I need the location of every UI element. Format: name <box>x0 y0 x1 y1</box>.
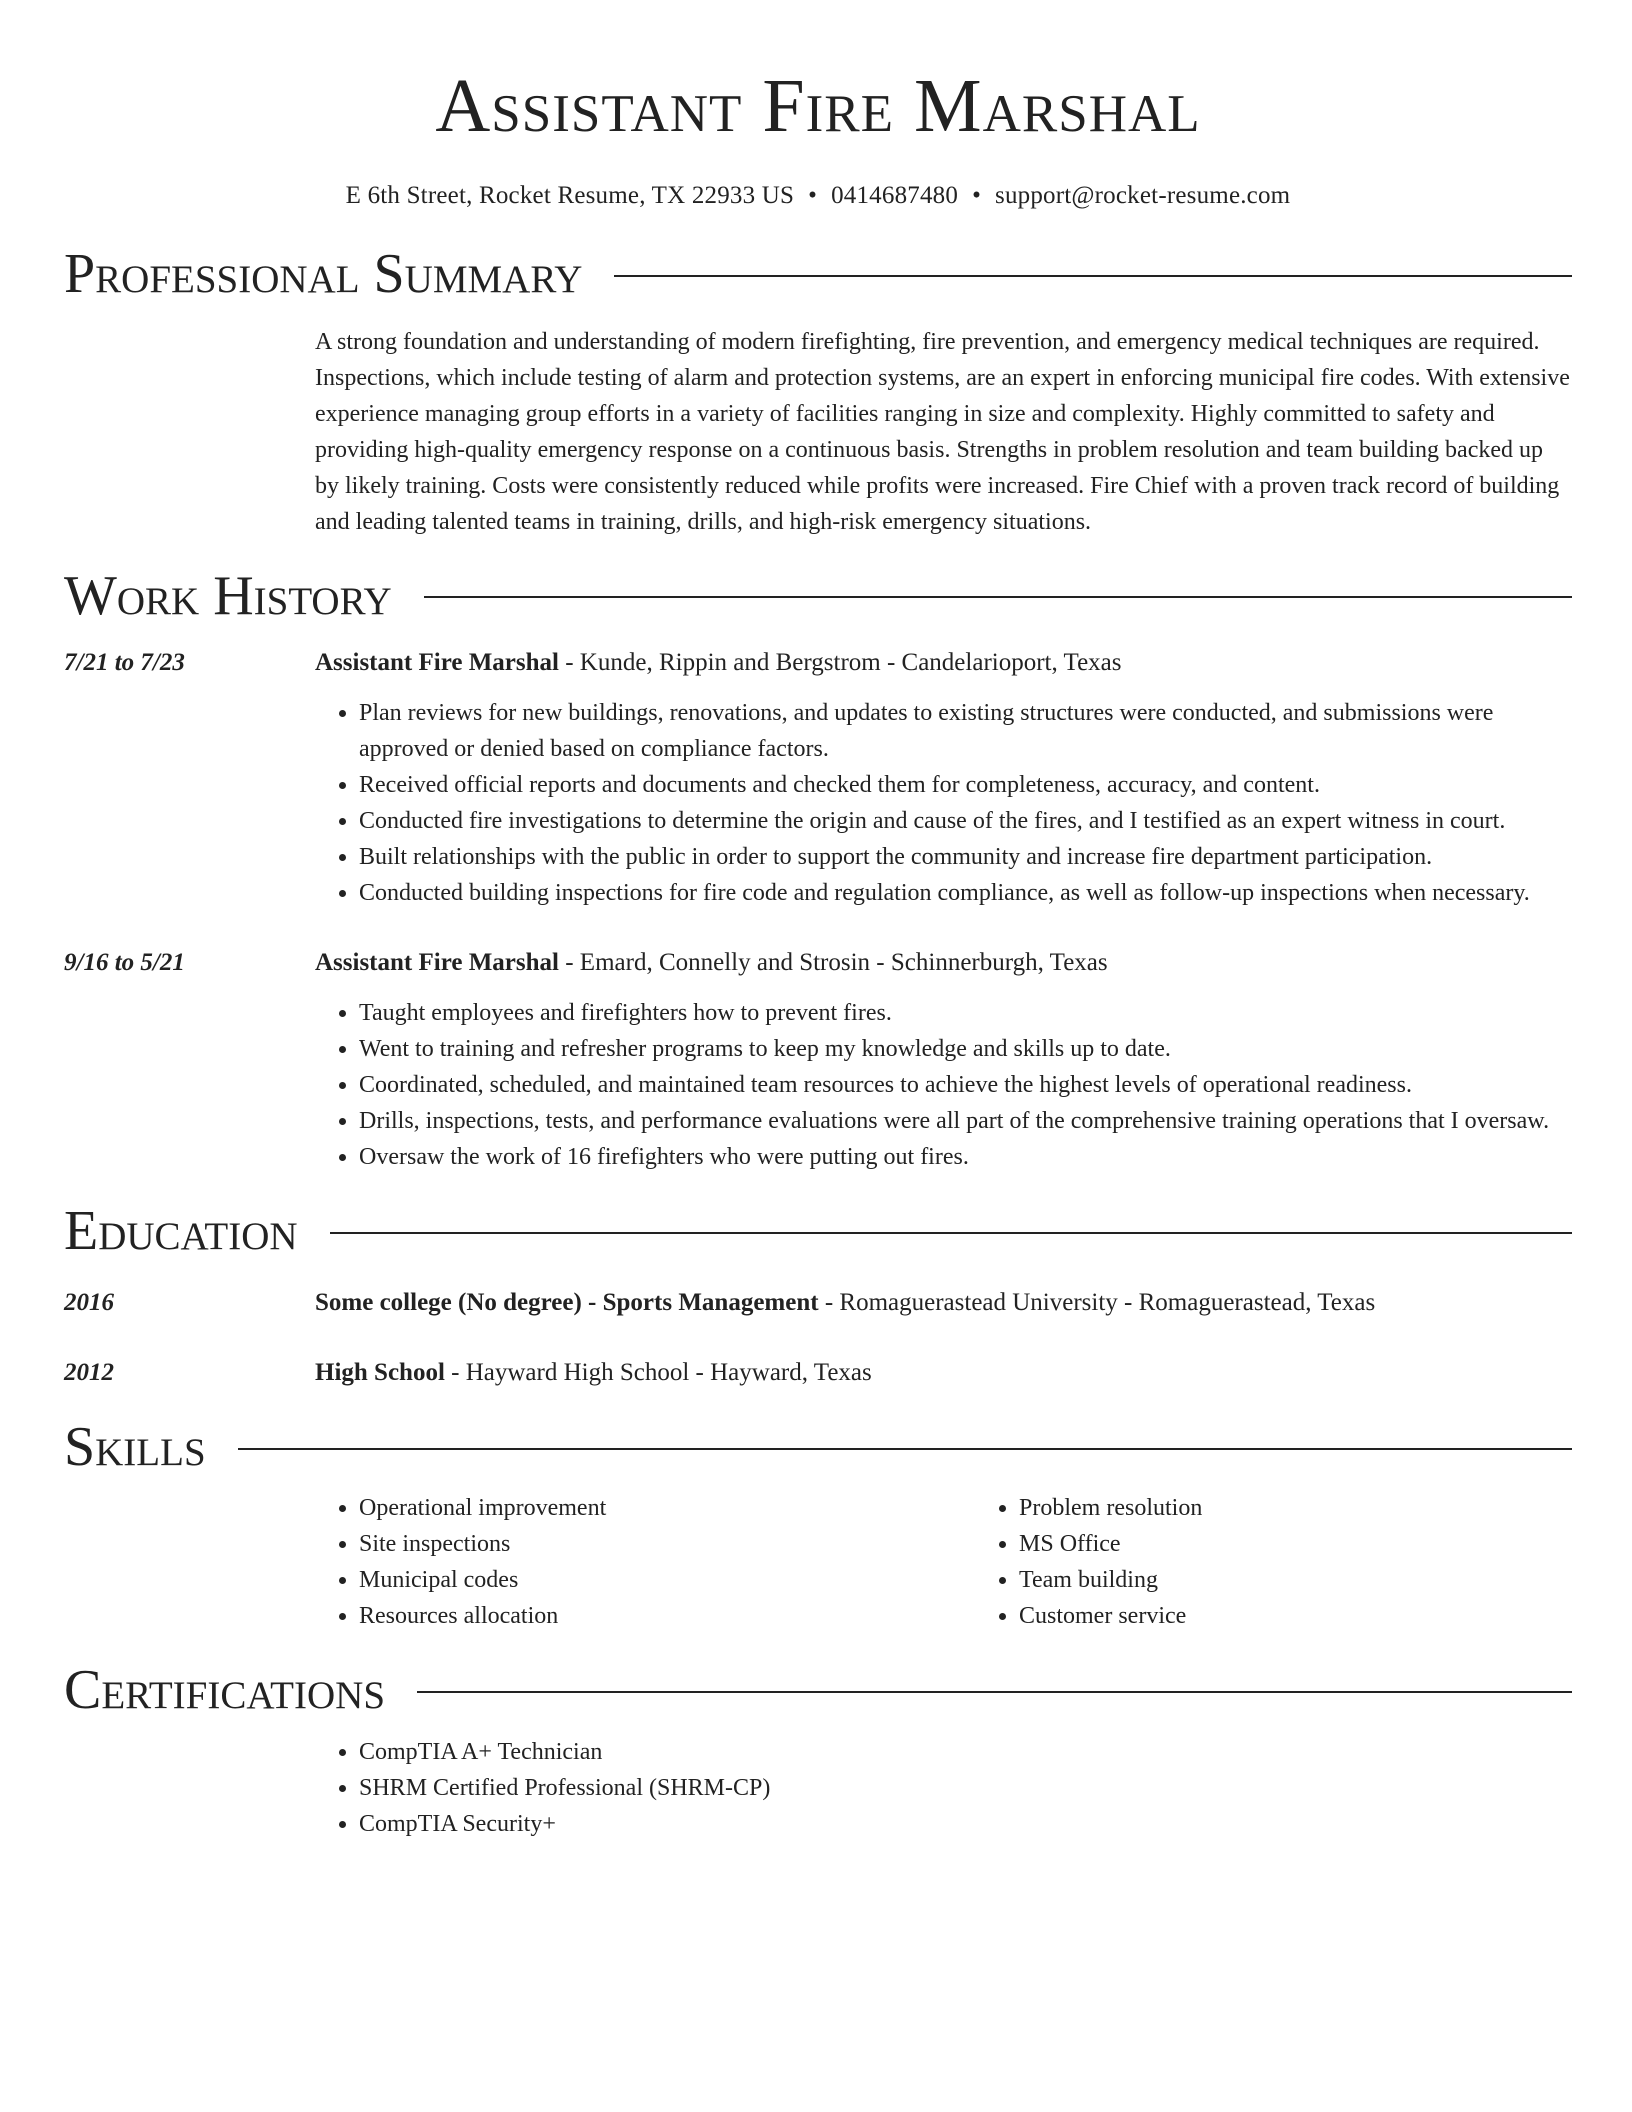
summary-text: A strong foundation and understanding of modern firefighting, fire prevention, and emergency medical techniques are required. Inspections, which include testing of alarm and protection systems, are an expert in enforcing municipal fire codes. With extensive experience managing group efforts in a variety of facilities ranging in size and complexity. Highly committed to safety and providing high-quality emergency response on a continuous basis. Strengths in problem resolution and team building backed up by likely training. Costs were consistently reduced while profits were increased. Fire Chief with a proven track record of building and leading talented teams in training, drills, and high-risk emergency situations. <box>315 328 1570 535</box>
education-details: - Hayward High School - Hayward, Texas <box>444 1358 872 1386</box>
education-heading: Education <box>64 1200 298 1263</box>
contact-phone: 0414687480 <box>831 182 959 209</box>
job-details: - Kunde, Rippin and Bergstrom - Candelarioport, Texas <box>558 649 1122 677</box>
job-entry <box>64 645 1572 911</box>
education-entry <box>64 1285 1572 1321</box>
education-year: 2016 <box>64 1288 114 1316</box>
summary-heading: Professional Summary <box>64 243 583 305</box>
list-item: • Site inspections <box>359 1526 975 1562</box>
list-item: • Received official reports and documents and checked them for completeness, accuracy, and content. <box>359 767 1572 803</box>
certifications-list <box>315 1734 1572 1842</box>
section-divider <box>614 275 1572 277</box>
skills-left-spacer <box>64 1478 315 1634</box>
section-divider <box>238 1448 1572 1450</box>
job-details: - Emard, Connelly and Strosin - Schinnerburgh, Texas <box>558 949 1108 977</box>
certifications-row <box>64 1722 1572 1842</box>
job-header <box>315 645 1572 681</box>
job-entry <box>64 945 1572 1175</box>
list-item: • CompTIA Security+ <box>359 1806 1572 1842</box>
skills-row <box>64 1478 1572 1634</box>
contact-address: E 6th Street, Rocket Resume, TX 22933 US <box>345 182 795 209</box>
list-item: • Conducted fire investigations to determine the origin and cause of the fires, and I testified as an expert witness in court. <box>359 803 1572 839</box>
skills-heading: Skills <box>64 1415 206 1478</box>
list-item: • Resources allocation <box>359 1598 975 1634</box>
list-item: • MS Office <box>1019 1526 1202 1562</box>
job-dates: 7/21 to 7/23 <box>64 649 185 677</box>
list-item: • Team building <box>1019 1562 1202 1598</box>
skills-section-header <box>64 1417 1572 1479</box>
work-heading: Work History <box>64 564 392 627</box>
certifications-heading: Certifications <box>64 1659 386 1722</box>
list-item: • Problem resolution <box>1019 1490 1202 1526</box>
list-item: • Plan reviews for new buildings, renovations, and updates to existing structures were conducted, and submissions were approved or denied based on compliance factors. <box>359 695 1572 767</box>
job-header <box>315 945 1572 981</box>
section-divider <box>424 596 1572 598</box>
contact-separator: • <box>808 182 818 209</box>
section-divider <box>330 1232 1572 1234</box>
contact-line <box>64 182 1572 210</box>
resume-title: Assistant Fire Marshal <box>435 64 1201 148</box>
education-degree: High School <box>315 1358 445 1386</box>
list-item: • CompTIA A+ Technician <box>359 1734 1572 1770</box>
list-item: • Went to training and refresher programs to keep my knowledge and skills up to date. <box>359 1031 1572 1067</box>
skills-grid <box>315 1478 1572 1634</box>
list-item: • Coordinated, scheduled, and maintained team resources to achieve the highest levels of operational readiness. <box>359 1067 1572 1103</box>
list-item: • SHRM Certified Professional (SHRM-CP) <box>359 1770 1572 1806</box>
list-item: • Conducted building inspections for fire code and regulation compliance, as well as follow-up inspections when necessary. <box>359 875 1572 911</box>
list-item: • Municipal codes <box>359 1562 975 1598</box>
contact-email: support@rocket-resume.com <box>995 182 1291 209</box>
skills-list-left <box>315 1490 975 1634</box>
contact-separator: • <box>972 182 982 209</box>
job-dates: 9/16 to 5/21 <box>64 949 185 977</box>
certifications-left-spacer <box>64 1722 315 1842</box>
list-item: • Built relationships with the public in order to support the community and increase fire department participation. <box>359 839 1572 875</box>
summary-row <box>64 324 1572 540</box>
education-section-header <box>64 1201 1572 1263</box>
skills-list-right <box>975 1490 1202 1634</box>
summary-left-spacer <box>64 324 315 540</box>
certifications-section-header <box>64 1660 1572 1722</box>
education-degree: Some college (No degree) - Sports Management <box>315 1288 819 1316</box>
job-bullets <box>315 995 1572 1175</box>
summary-section-header <box>64 244 1572 306</box>
list-item: • Customer service <box>1019 1598 1202 1634</box>
job-title: Assistant Fire Marshal <box>315 649 559 677</box>
job-bullets <box>315 695 1572 911</box>
education-entry <box>64 1355 1572 1391</box>
education-year: 2012 <box>64 1358 114 1386</box>
work-section-header <box>64 566 1572 628</box>
education-details: - Romaguerastead University - Romaguerastead, Texas <box>818 1288 1376 1316</box>
list-item: • Oversaw the work of 16 firefighters who were putting out fires. <box>359 1139 1572 1175</box>
list-item: • Operational improvement <box>359 1490 975 1526</box>
list-item: • Taught employees and firefighters how to prevent fires. <box>359 995 1572 1031</box>
job-title: Assistant Fire Marshal <box>315 949 559 977</box>
section-divider <box>417 1691 1572 1693</box>
list-item: • Drills, inspections, tests, and performance evaluations were all part of the comprehensive training operations that I oversaw. <box>359 1103 1572 1139</box>
